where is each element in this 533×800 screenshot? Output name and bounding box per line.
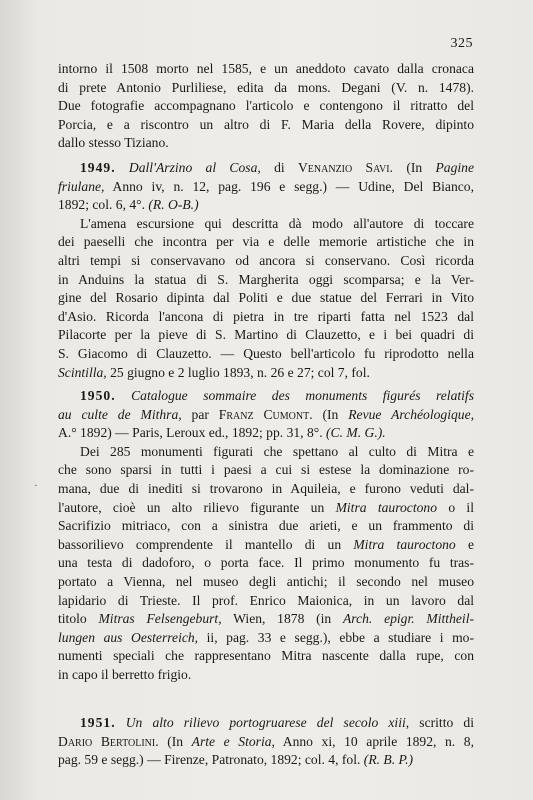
citation-details: A.° 1892) — Paris, Leroux ed., 1892; pp. 31, 8°. — [58, 425, 326, 441]
body-line: Sacrifizio mitriaco, con a sinistra due arieti, e un frammento di — [58, 518, 474, 534]
body-text: titolo — [58, 611, 99, 627]
citation-line — [58, 751, 474, 770]
body-italic: Mitra tauroctono — [335, 499, 437, 515]
body-text: Wien, 1878 (in — [221, 611, 343, 627]
reviewer-initials: (C. M. G.). — [326, 425, 386, 441]
entry-author: Dario Bertolini. — [58, 733, 159, 749]
citation-details: Anno xi, 10 aprile 1892, n. 8, — [274, 733, 474, 749]
body-line — [58, 629, 474, 648]
body-line — [58, 499, 474, 518]
body-text: e — [455, 536, 474, 552]
journal-title: Scintilla, — [58, 364, 107, 380]
entry-number: 1951. — [80, 715, 116, 730]
citation-details: 25 giugno e 2 luglio 1893, n. 26 e 27; col 7, fol. — [106, 364, 370, 380]
entry-title: Catalogue sommaire des monuments figurés relatifs — [131, 388, 475, 403]
entry-author: Franz Cumont. — [218, 406, 313, 422]
body-line: dei paeselli che incontra per via e delle memorie artistiche che in — [58, 234, 474, 250]
body-line: numenti speciali che rappresentano Mitra nascente dalla rupe, con — [58, 648, 474, 664]
intro-line: dallo stesso Tiziano. — [58, 135, 169, 151]
body-line: che sono sparsi in tutti i paesi a cui si estese la dominazione ro- — [58, 462, 474, 478]
journal-title: Pagine — [435, 160, 474, 175]
body-line: Dei 285 monumenti figurati che spettano al culto di Mitra e — [80, 443, 474, 459]
body-line: lapidario di Trieste. Il prof. Enrico Maionica, in un lavoro dal — [58, 592, 474, 608]
journal-title: Revue Archéologique, — [348, 406, 474, 422]
entry-author: Venanzio Savi. — [297, 160, 393, 175]
body-text: o il — [437, 499, 474, 515]
reviewer-initials: (R. O-B.) — [148, 197, 199, 213]
citation-line — [58, 406, 474, 425]
body-line: d'Asio. Ricorda l'ancona di pietra in tre riparti fatta nel 1523 dal — [58, 308, 474, 324]
citation-open: (In — [406, 160, 436, 175]
citation-details: 1892; col. 6, 4°. — [58, 197, 149, 213]
intro-line: di prete Antonio Purliliese, edita da mons. Degani (V. n. 1478). — [58, 79, 474, 95]
body-line: portato a Vienna, nel museo degli antichi; il secondo nel museo — [58, 573, 474, 589]
body-line — [58, 610, 474, 629]
body-line — [58, 536, 474, 555]
intro-line: Porcia, e a riscontro un altro di F. Maria della Rovere, dipinto — [58, 116, 474, 132]
author-prefix: di — [274, 160, 285, 175]
body-italic: Mitras Felsengeburt, — [98, 611, 222, 627]
author-prefix: par — [191, 406, 209, 422]
intro-line: intorno il 1508 morto nel 1585, e un aneddoto cavato dalla cronaca — [58, 61, 474, 76]
journal-title-cont: friulane, — [58, 178, 105, 194]
intro-paragraph — [58, 60, 474, 153]
intro-line: Due fotografie accompagnano l'articolo e contengono il ritratto del — [58, 98, 474, 114]
body-italic: Arch. epigr. Mittheil- — [343, 611, 474, 627]
entry-number: 1950. — [80, 388, 116, 403]
body-text: ii, pag. 33 e segg.), ebbe a studiare i mo- — [198, 629, 475, 645]
body-line: mana, due di inediti si trovarono in Aquileia, e furono veduti dal- — [58, 480, 474, 496]
body-italic: lungen aus Oesterreich, — [58, 629, 199, 645]
body-line: in Anduins la statua di S. Margherita oggi scomparsa; e la Ver- — [58, 271, 474, 287]
entry-heading — [58, 387, 474, 406]
citation-open: (In — [322, 406, 339, 422]
body-text: bassorilievo comprendente il mantello di un — [58, 536, 354, 552]
entry-title-cont: au culte de Mithra, — [58, 406, 182, 422]
body-italic: Mitra tauroctono — [353, 536, 456, 552]
citation-open: (In — [158, 733, 192, 749]
page-number: 325 — [450, 36, 473, 51]
entry-1950 — [58, 387, 474, 685]
title-suffix: scritto di — [409, 715, 474, 730]
body-line: S. Giacomo di Clauzetto. — Questo bell'articolo fu riprodotto nella — [58, 345, 474, 361]
citation-line — [58, 196, 474, 215]
body-line: una testa di dadoforo, o porta face. Il primo monumento fu tras- — [58, 555, 474, 571]
entry-heading — [58, 714, 474, 733]
entry-1949 — [58, 159, 474, 382]
citation-details: Anno iv, n. 12, pag. 196 e segg.) — Udine, Del Bianco, — [104, 178, 474, 194]
entry-title: Un alto rilievo portogruarese del secolo xiii, — [125, 715, 410, 730]
citation-line — [58, 733, 474, 752]
journal-title: Arte e Storia, — [191, 733, 275, 749]
entry-1951 — [58, 714, 474, 770]
body-text: l'autore, cioè un alto rilievo figurante un — [58, 499, 336, 515]
margin-mark: · — [34, 480, 38, 492]
body-line: gine del Rosario dipinta dal Politi e due statue del Ferrari in Vito — [58, 290, 474, 306]
reviewer-initials: (R. B. P.) — [363, 752, 414, 768]
citation-line — [58, 424, 474, 443]
body-line: L'amena escursione qui descritta dà modo all'autore di toccare — [80, 215, 474, 231]
body-line: Pilacorte per la pieve di S. Martino di Clauzetto, e i bei quadri di — [58, 327, 474, 343]
citation-line — [58, 178, 474, 197]
entry-title: Dall'Arzino al Cosa, — [128, 160, 261, 175]
entry-heading — [58, 159, 474, 178]
body-line — [58, 364, 474, 383]
body-line: in capo il berretto frigio. — [58, 666, 192, 682]
entry-number: 1949. — [80, 160, 116, 175]
citation-details: pag. 59 e segg.) — Firenze, Patronato, 1892; col. 4, fol. — [58, 752, 364, 768]
body-line: altri tempi si conservavano od ancora si conservano. Così ricorda — [58, 252, 474, 268]
